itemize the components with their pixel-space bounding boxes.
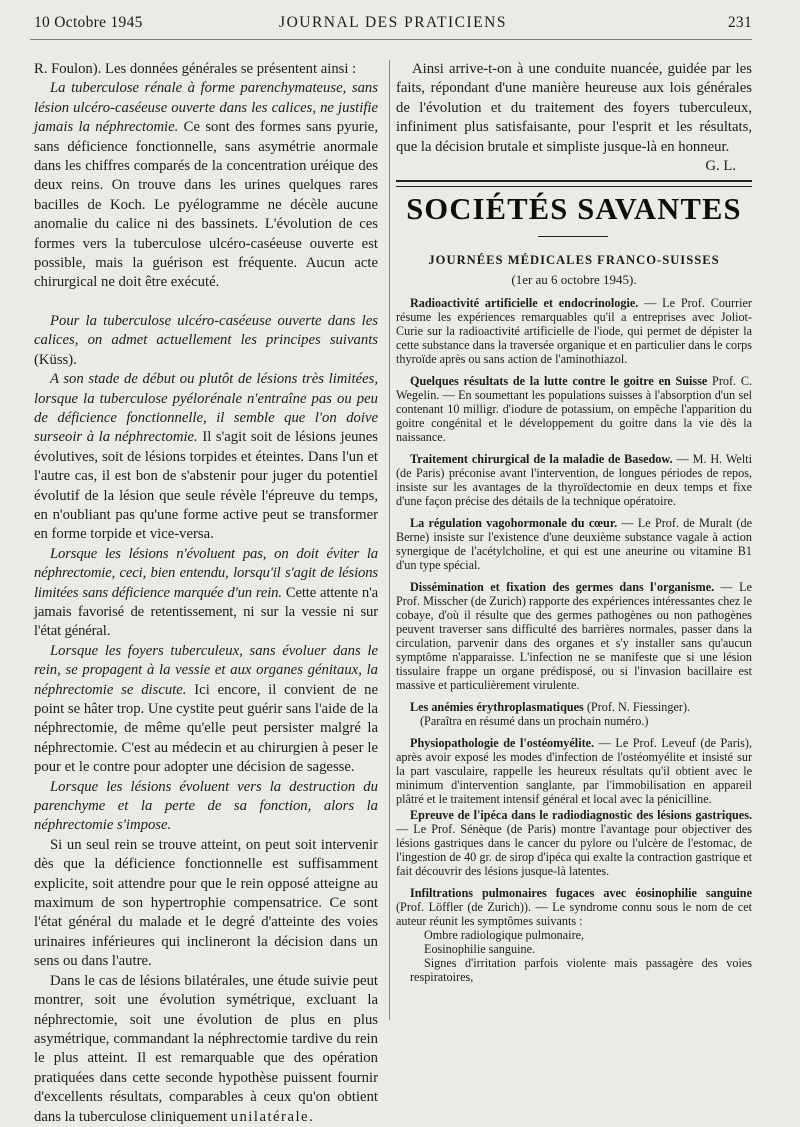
- communication-text: (Prof. N. Fiessinger).: [583, 700, 691, 714]
- communication: [396, 886, 752, 984]
- communication: [396, 374, 752, 444]
- left-paragraph: [34, 778, 378, 836]
- italic-principle: Lorsque les lésions évoluent vers la destruction du parenchyme et la perte de sa fonction, alors la néphrectomie s'impose.: [34, 778, 378, 834]
- left-paragraph: [34, 642, 378, 778]
- communication: [396, 700, 752, 728]
- symptom-item: Signes d'irritation parfois violente mais passagère des voies respiratoires,: [410, 956, 752, 984]
- italic-principle: Pour la tuberculose ulcéro-caséeuse ouverte dans les calices, on admet actuellement les principes suivants: [34, 312, 378, 349]
- title-rule: [538, 236, 608, 237]
- communication-title: Quelques résultats de la lutte contre le goitre en Suisse: [410, 374, 708, 388]
- communication-title: Physiopathologie de l'ostéomyélite.: [410, 736, 595, 750]
- left-paragraph: [34, 972, 378, 1127]
- conclusion-paragraph: Ainsi arrive-t-on à une conduite nuancée, guidée par les faits, répondant d'une manière heureuse aux lois générales de l'évolution et du traitement des foyers tuberculeux, infiniment plus satisfaisante, pour l'esprit et les résultats, que la décision brutale et simpliste jusque-là en honneur.: [396, 61, 752, 155]
- paragraph-text: Ce sont des formes sans pyurie, sans déficience fonctionnelle, sans asymétrie anormale dans les chiffres comparés de la concentration uréique des deux reins. On trouve dans les urines quelques rares bacilles de Koch. Le pyélogramme ne décèle aucune anomalie du calice ni des bassinets. L'évolution de ces formes vers la tuberculose ulcéro-caséeuse ouverte est possible, mais la guérison est fréquente. Aucun acte chirurgical ne doit être exécuté.: [34, 119, 378, 291]
- communication-text: — M. H. Welti (de Paris) préconise avant l'intervention, de longues périodes de repos, insiste sur les avantages de la thyroïdectomie en deux temps et fixe d'une façon précise des détails de la technique opératoire.: [396, 452, 752, 508]
- right-column-intro: [396, 60, 752, 176]
- communication-title: Traitement chirurgical de la maladie de Basedow.: [410, 452, 673, 466]
- journal-title: JOURNAL DES PRATICIENS: [279, 14, 507, 31]
- left-column: [34, 60, 378, 1127]
- italic-principle: Lorsque les foyers tuberculeux, sans évoluer dans le rein, se propagent à la vessie et aux organes génitaux, la néphrectomie se discute.: [34, 642, 378, 698]
- communication: [396, 296, 752, 366]
- header-rule: [30, 39, 752, 40]
- section-rule: [396, 180, 752, 187]
- communication-title: Radioactivité artificielle et endocrinologie.: [410, 296, 639, 310]
- symptom-item: Eosinophilie sanguine.: [424, 942, 536, 956]
- italic-principle: La tuberculose rénale à forme parenchymateuse, sans lésion ulcéro-caséeuse ouverte dans les calices, ne justifie jamais la néphrectomie.: [34, 80, 378, 136]
- communication-text: — Le Prof. Sénèque (de Paris) montre l'avantage pour objectiver des lésions gastriques dans le cancer du pylore ou l'ulcère de l'estomac, de l'ingestion de 40 gr. de sirop d'ipéca qui exalte la contraction gastrique et fait découvrir des lésions jusque-là latentes.: [396, 822, 752, 878]
- communication-title: Les anémies érythroplasmatiques: [410, 700, 584, 714]
- symptom-list: [396, 928, 752, 984]
- left-paragraph: [34, 370, 378, 545]
- communication-text: — Le Prof. de Muralt (de Berne) insiste sur l'existence d'une deuxième substance vagale à action synergique de l'acétylcholine, et qui est une aneurine ou vitamine B1 d'un type spécial.: [396, 516, 752, 572]
- event-heading: JOURNÉES MÉDICALES FRANCO-SUISSES: [428, 253, 720, 267]
- paragraph-text: Ici encore, il convient de ne point se hâter trop. Une cystite peut guérir sans l'aide de la néphrectomie, de même qu'elle peut persister malgré la néphrectomie. C'est au médecin et au chirurgien à peser le pour et le contre pour adopter une décision de sagesse.: [34, 681, 378, 776]
- page-number: 231: [727, 14, 752, 31]
- event-dates: (1er au 6 octobre 1945).: [511, 272, 637, 287]
- left-paragraph: Si un seul rein se trouve atteint, on peut soit intervenir dès que la déficience fonctionnelle est suffisamment explicite, soit attendre pour que le rein opposé atteigne au maximum de son hypertrophie compensatrice. Ce sont l'état général du malade et le degré d'atteinte des voies urinaires inférieures qui inclineront la décision dans un sens ou dans l'autre.: [34, 836, 378, 970]
- communication: [396, 516, 752, 572]
- communication-text: — Le Prof. Misscher (de Zurich) rapporte des expériences intéressantes chez le cobaye, d'où il résulte que des germes pathogènes ou non pathogènes peuvent traverser sans difficulté des barrières normales, passer dans la circulation, parvenir dans des organes et s'y installer sans qu'aucun symptôme n'apparaisse. L'infection ne se manifeste que si une lésion tissulaire frappe un organe prédisposé, ou si l'invasion bacillaire est massive et particulièrement virulente.: [396, 580, 752, 692]
- communication-text: — Le Prof. Courrier résume les expériences remarquables qu'il a entreprises avec Joliot-Curie sur la radioactivité artificielle de l'iode, qui permet de dépister la cette substance dans la traversée organique et en particulier dans le corps thyroïde après ou sans action de l'aminothiazol.: [396, 296, 752, 366]
- symptom-item: Ombre radiologique pulmonaire,: [424, 928, 585, 942]
- communication: [396, 736, 752, 806]
- paragraph-text: Cette attente n'a jamais favorisé de retentissement, ni sur la vessie ni sur l'état général.: [34, 584, 378, 640]
- issue-date: 10 Octobre 1945: [34, 14, 143, 31]
- section-title: SOCIÉTÉS SAVANTES: [406, 192, 742, 226]
- paragraph-text: Dans le cas de lésions bilatérales, une étude suivie peut montrer, soit une évolution symétrique, excluant la néphrectomie, soit une évolution de plus en plus asymétrique, commandant la néphrectomie tardive du rein le plus atteint. Il est remarquable que des opération pratiquées dans cette seconde hypothèse puissent fournir d'excellents résultats, comparables à ceux qu'on obtient dans la tuberculose cliniquement: [34, 972, 378, 1125]
- author-signature: G. L.: [705, 158, 736, 175]
- communication-title: Dissémination et fixation des germes dans l'organisme.: [410, 580, 715, 594]
- paragraph-text: (Küss).: [34, 351, 77, 368]
- communication-text: (Prof. Löffler (de Zurich)). — Le syndrome connu sous le nom de cet auteur réunit les symptômes suivants :: [396, 900, 752, 928]
- italic-principle: Lorsque les lésions n'évoluent pas, on doit éviter la néphrectomie, ceci, bien entendu, lorsqu'il s'agit de lésions limitées sans déficience marquée d'un rein.: [34, 545, 378, 601]
- left-paragraph: [34, 312, 378, 370]
- communication-title: Epreuve de l'ipéca dans le radiodiagnostic des lésions gastriques.: [410, 808, 752, 822]
- communication-title: La régulation vagohormonale du cœur.: [410, 516, 618, 530]
- left-paragraph: R. Foulon). Les données générales se présentent ainsi :: [34, 61, 357, 77]
- column-divider: [389, 60, 390, 1020]
- left-paragraph: [34, 545, 378, 642]
- communication: [396, 580, 752, 692]
- communication-text: — Le Prof. Leveuf (de Paris), après avoir exposé les modes d'infection de l'ostéomyélite et insisté sur la part vasculaire, rappelle les heureux résultats qu'il obtient avec le minimum d'intervention sanglante, par l'immobilisation en appareil plâtré et le traitement intensif général et local avec la pénicilline.: [396, 736, 752, 806]
- communication-title: Infiltrations pulmonaires fugaces avec éosinophilie sanguine: [410, 886, 752, 900]
- communication-text: Prof. C. Wegelin. — En soumettant les populations suisses à l'absorption d'un sel contenant 10 milligr. d'iodure de potassium, on empêche l'apparition du goitre congénital et le développement du goitre dans la vie dès la naissance.: [396, 374, 752, 444]
- left-paragraph: [34, 79, 378, 292]
- paragraph-text: Il s'agit soit de lésions jeunes évolutives, soit de lésions torpides et éteintes. Dans l'un et l'autre cas, il est bon de s'abstenir pour juger du potentiel évolutif de la lésion que seule révèle l'épreuve du temps, en n'oubliant pas qu'une forme active peut se transformer en forme torpide et vice-versa.: [34, 429, 379, 543]
- communication: [396, 808, 752, 878]
- italic-principle: A son stade de début ou plutôt de lésions très limitées, lorsque la tuberculose pyélorénale n'entraîne pas ou peu de déficience fonctionnelle, il semble que l'on doive surseoir à la néphrectomie.: [34, 371, 378, 446]
- communication-note: (Paraîtra en résumé dans un prochain numéro.): [420, 714, 649, 728]
- paragraph-text: unilatérale.: [230, 1108, 315, 1125]
- communications-list: [396, 296, 752, 984]
- page-header: [34, 14, 752, 36]
- communication: [396, 452, 752, 508]
